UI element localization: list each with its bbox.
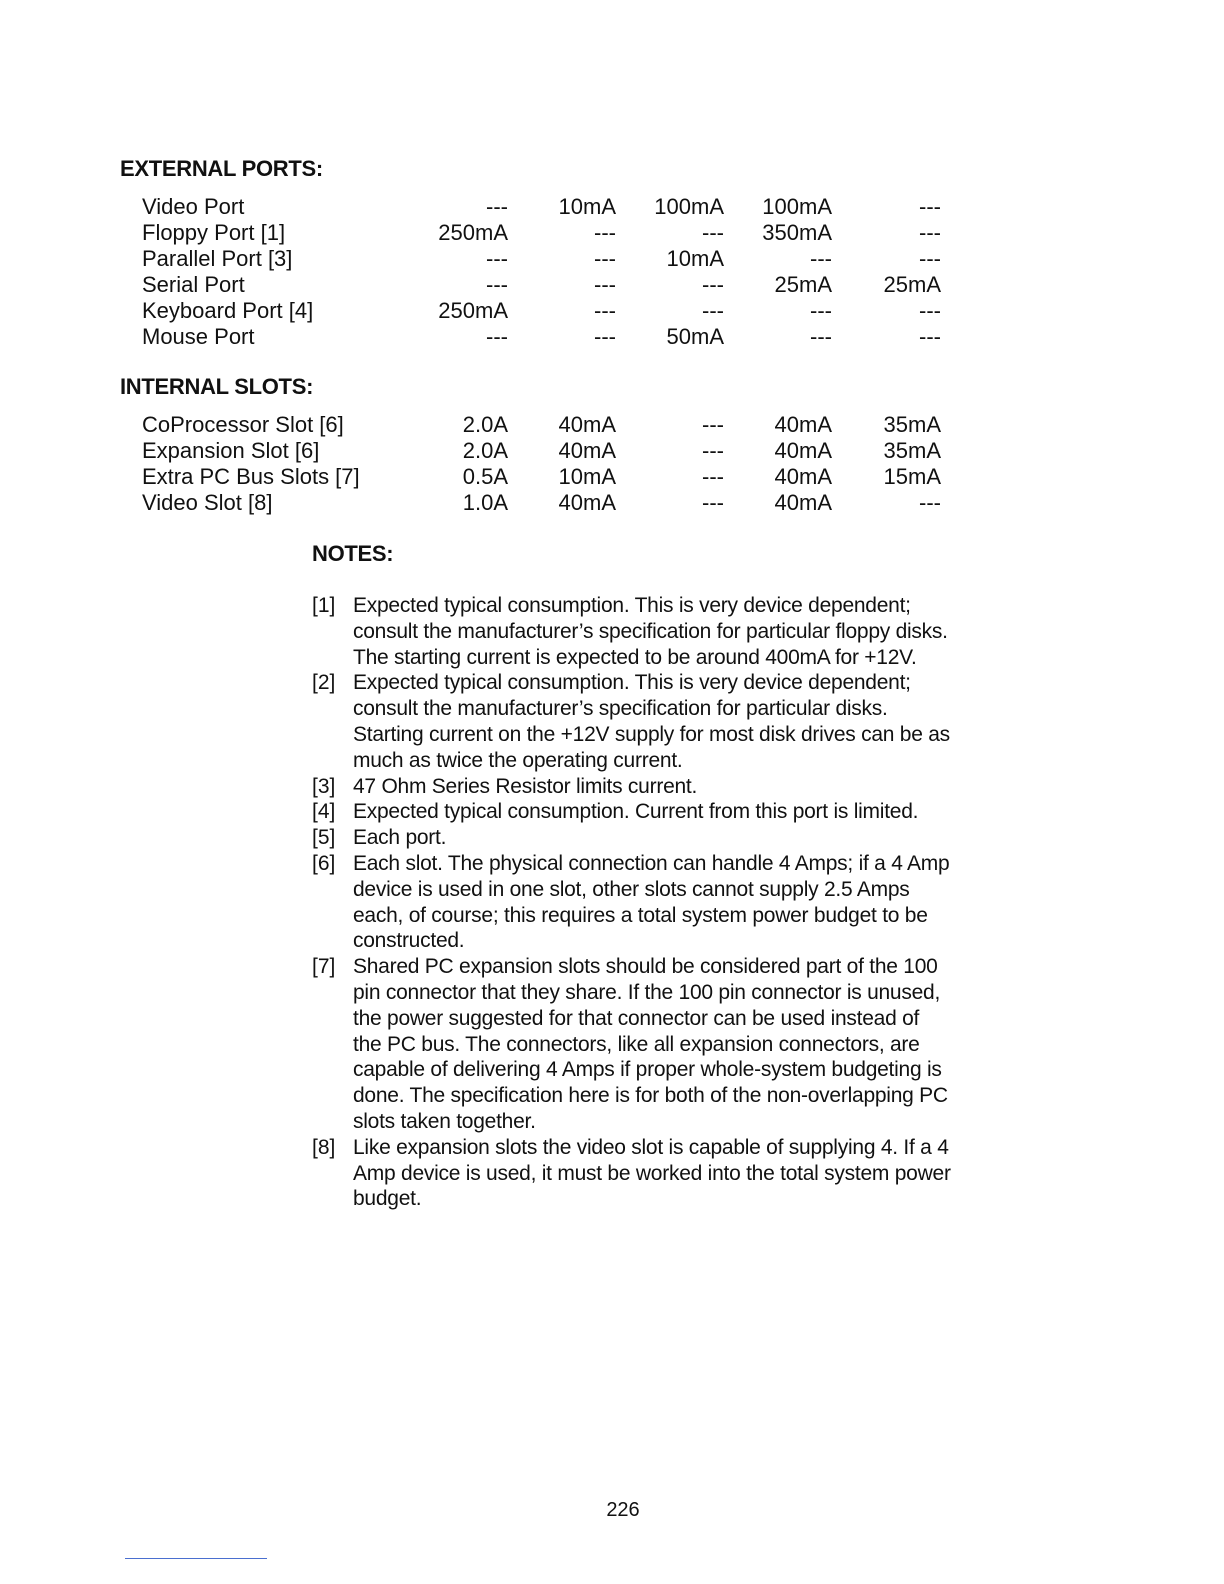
current-value: 25mA bbox=[883, 272, 941, 297]
note-item bbox=[312, 825, 952, 851]
row-label: Video Port bbox=[142, 194, 245, 219]
table-row bbox=[142, 220, 941, 246]
current-value: 40mA bbox=[774, 412, 832, 437]
current-value: --- bbox=[702, 412, 724, 437]
current-value: --- bbox=[486, 272, 508, 297]
current-value: 100mA bbox=[654, 194, 724, 219]
current-value: 100mA bbox=[762, 194, 832, 219]
note-text: Expected typical consumption. This is very device dependent; consult the manufacturer’s specification for particular disks. Starting current on the +12V supply for most disk drives can be as much as twice the operating current. bbox=[353, 671, 950, 772]
notes-list bbox=[312, 593, 952, 1212]
current-value: --- bbox=[594, 324, 616, 349]
external-ports-heading: EXTERNAL PORTS: bbox=[120, 156, 323, 181]
row-label: Keyboard Port [4] bbox=[142, 298, 314, 323]
note-text: Like expansion slots the video slot is capable of supplying 4. If a 4 Amp device is used, it must be worked into the total system power budget. bbox=[353, 1135, 951, 1211]
note-text: Shared PC expansion slots should be considered part of the 100 pin connector that they share. If the 100 pin connector is unused, the power suggested for that connector can be used instead of the PC bus. The connectors, like all expansion connectors, are capable of delivering 4 Amps if proper whole-system budgeting is done. The specification here is for both of the non-overlapping PC slots taken together. bbox=[353, 955, 948, 1133]
row-label: Expansion Slot [6] bbox=[142, 438, 320, 463]
current-value: --- bbox=[486, 324, 508, 349]
note-text: Expected typical consumption. This is very device dependent; consult the manufacturer’s specification for particular floppy disks. The starting current is expected to be around 400mA for +12V. bbox=[353, 594, 948, 669]
current-value: --- bbox=[919, 194, 941, 219]
current-value: 1.0A bbox=[462, 490, 508, 515]
row-label: Parallel Port [3] bbox=[142, 246, 293, 271]
current-value: 50mA bbox=[666, 324, 724, 349]
table-row bbox=[142, 438, 941, 464]
current-value: --- bbox=[702, 220, 724, 245]
row-label: Serial Port bbox=[142, 272, 245, 297]
table-row bbox=[142, 412, 941, 438]
current-value: --- bbox=[919, 220, 941, 245]
current-value: --- bbox=[486, 246, 508, 271]
current-value: 40mA bbox=[774, 490, 832, 515]
current-value: --- bbox=[702, 464, 724, 489]
table-row bbox=[142, 490, 941, 516]
row-label: CoProcessor Slot [6] bbox=[142, 412, 344, 437]
row-label: Extra PC Bus Slots [7] bbox=[142, 464, 360, 489]
note-item bbox=[312, 1135, 952, 1212]
note-text: Expected typical consumption. Current from this port is limited. bbox=[353, 800, 919, 824]
table-row bbox=[142, 324, 941, 350]
note-marker: [5] bbox=[312, 826, 336, 850]
note-item bbox=[312, 774, 952, 800]
note-text: Each slot. The physical connection can handle 4 Amps; if a 4 Amp device is used in one slot, other slots cannot supply 2.5 Amps each, of course; this requires a total system power budget to be constructed. bbox=[353, 851, 950, 953]
current-value: --- bbox=[702, 438, 724, 463]
notes-heading: NOTES: bbox=[312, 541, 394, 566]
internal-slots-table bbox=[142, 412, 941, 516]
note-item bbox=[312, 954, 952, 1135]
current-value: 40mA bbox=[558, 438, 616, 463]
note-marker: [3] bbox=[312, 774, 336, 798]
note-item bbox=[312, 851, 952, 954]
note-item bbox=[312, 799, 952, 825]
current-value: 250mA bbox=[438, 220, 508, 245]
current-value: 40mA bbox=[558, 412, 616, 437]
current-value: --- bbox=[702, 272, 724, 297]
row-label: Video Slot [8] bbox=[142, 490, 273, 515]
table-row bbox=[142, 194, 941, 220]
table-row bbox=[142, 464, 941, 490]
current-value: --- bbox=[919, 490, 941, 515]
current-value: --- bbox=[810, 246, 832, 271]
note-marker: [4] bbox=[312, 800, 336, 824]
current-value: 250mA bbox=[438, 298, 508, 323]
current-value: 0.5A bbox=[462, 464, 508, 489]
current-value: 40mA bbox=[774, 464, 832, 489]
current-value: --- bbox=[919, 324, 941, 349]
current-value: --- bbox=[594, 272, 616, 297]
page-number: 226 bbox=[606, 1499, 640, 1521]
current-value: 10mA bbox=[558, 464, 616, 489]
note-item bbox=[312, 593, 952, 670]
current-value: --- bbox=[810, 324, 832, 349]
table-row bbox=[142, 298, 941, 324]
table-row bbox=[142, 272, 941, 298]
table-row bbox=[142, 246, 941, 272]
current-value: --- bbox=[702, 490, 724, 515]
current-value: --- bbox=[486, 194, 508, 219]
current-value: 40mA bbox=[774, 438, 832, 463]
current-value: --- bbox=[919, 298, 941, 323]
row-label: Floppy Port [1] bbox=[142, 220, 286, 245]
current-value: 35mA bbox=[883, 412, 941, 437]
current-value: 35mA bbox=[883, 438, 941, 463]
external-ports-rows bbox=[142, 194, 941, 350]
current-value: --- bbox=[702, 298, 724, 323]
note-marker: [8] bbox=[312, 1135, 336, 1159]
note-marker: [7] bbox=[312, 955, 336, 979]
footer-rule bbox=[125, 1558, 267, 1559]
current-value: 15mA bbox=[883, 464, 941, 489]
note-marker: [1] bbox=[312, 594, 336, 617]
note-marker: [6] bbox=[312, 851, 336, 875]
current-value: 10mA bbox=[558, 194, 616, 219]
current-value: --- bbox=[594, 246, 616, 271]
current-value: --- bbox=[810, 298, 832, 323]
note-text: Each port. bbox=[353, 826, 447, 850]
current-value: 2.0A bbox=[462, 412, 508, 437]
note-marker: [2] bbox=[312, 671, 336, 695]
internal-slots-heading: INTERNAL SLOTS: bbox=[120, 374, 314, 399]
current-value: --- bbox=[594, 298, 616, 323]
current-value: 2.0A bbox=[462, 438, 508, 463]
current-value: --- bbox=[594, 220, 616, 245]
current-value: 350mA bbox=[762, 220, 832, 245]
external-ports-table bbox=[142, 194, 941, 350]
note-text: 47 Ohm Series Resistor limits current. bbox=[353, 774, 698, 798]
current-value: --- bbox=[919, 246, 941, 271]
internal-slots-rows bbox=[142, 412, 941, 516]
current-value: 10mA bbox=[666, 246, 724, 271]
current-value: 40mA bbox=[558, 490, 616, 515]
note-item bbox=[312, 670, 952, 773]
row-label: Mouse Port bbox=[142, 324, 255, 349]
current-value: 25mA bbox=[774, 272, 832, 297]
